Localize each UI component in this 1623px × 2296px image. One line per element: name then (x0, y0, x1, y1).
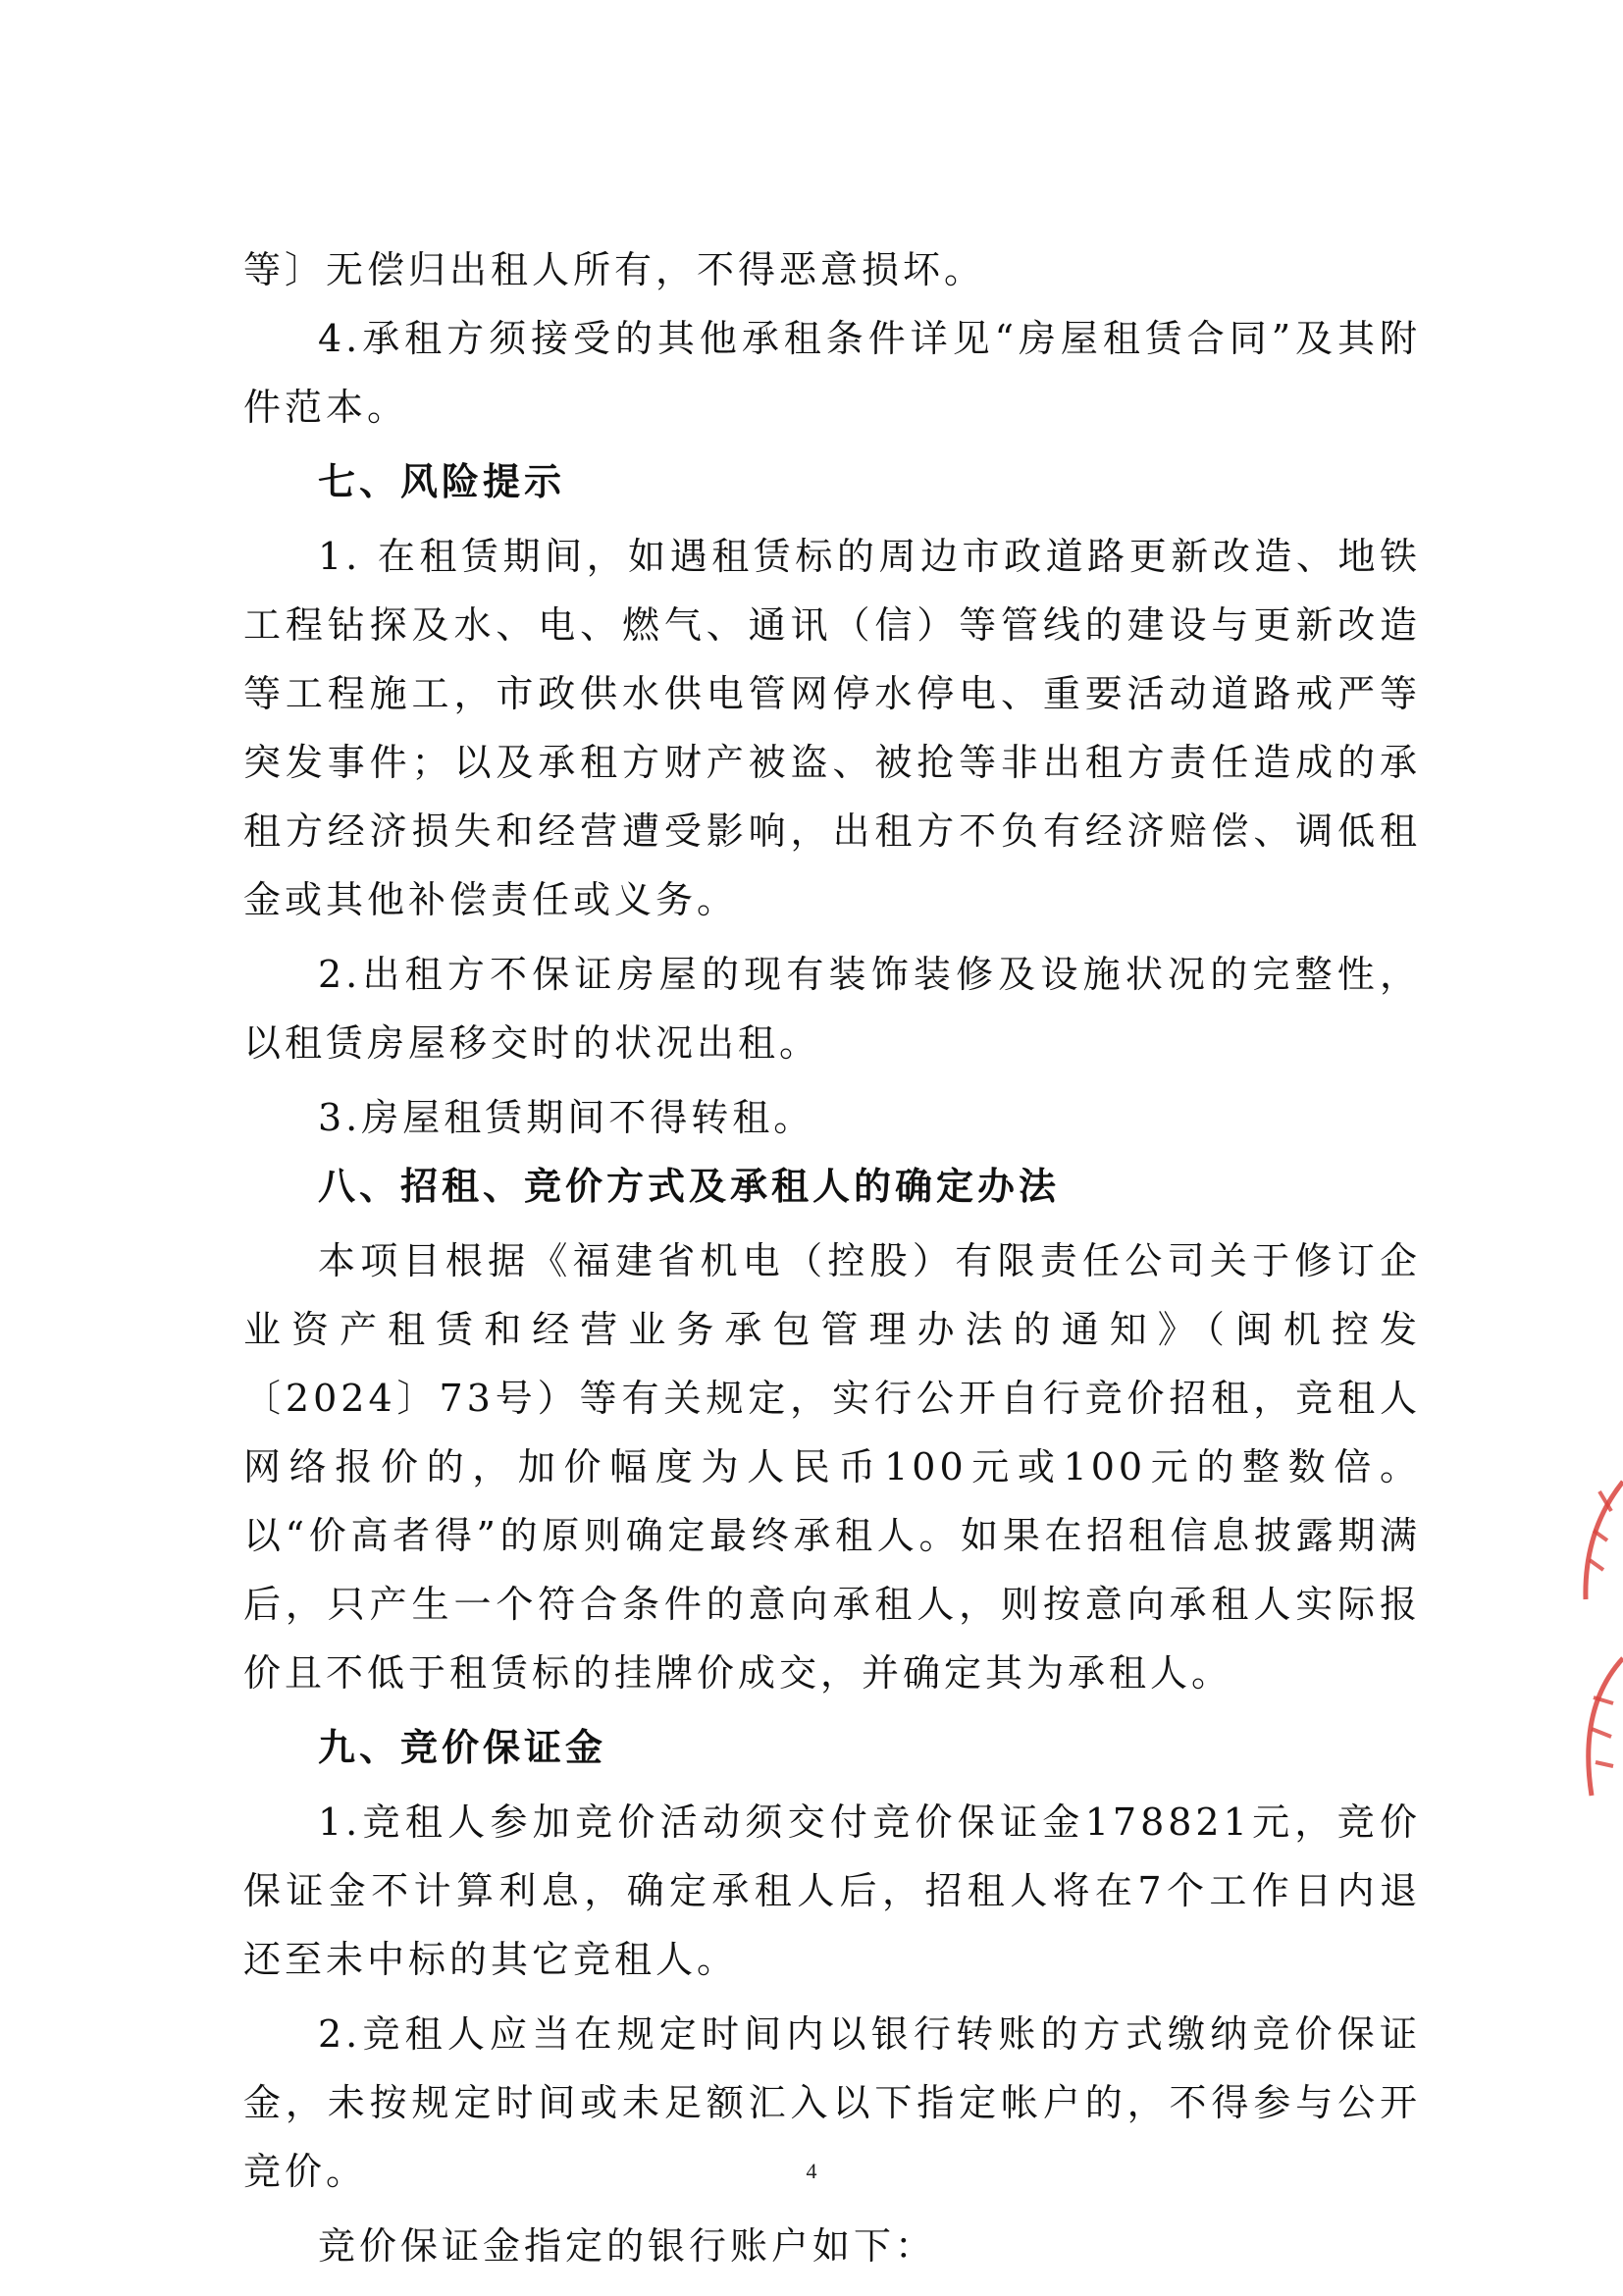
section-heading-deposit: 九、竞价保证金 (318, 1726, 607, 1769)
paragraph-other-conditions: 4.承租方须接受的其他承租条件详见“房屋租赁合同”及其附件范本。 (243, 317, 1421, 429)
paragraph-risk-3: 3.房屋租赁期间不得转租。 (318, 1096, 815, 1139)
document-body (243, 235, 1421, 2280)
paragraph-bidding-method: 本项目根据《福建省机电（控股）有限责任公司关于修订企业资产租赁和经营业务承包管理办法的通知》（闽机控发〔2024〕73号）等有关规定，实行公开自行竞价招租，竞租人网络报价的，加价幅度为人民币100元或100元的整数倍。以“价高者得”的原则确定最终承租人。如果在招租信息披露期满后，只产生一个符合条件的意向承租人，则按意向承租人实际报价且不低于租赁标的挂牌价成交，并确定其为承租人。 (243, 1239, 1421, 1695)
paragraph-risk-1: 1. 在租赁期间，如遇租赁标的周边市政道路更新改造、地铁工程钻探及水、电、燃气、通讯（信）等管线的建设与更新改造等工程施工，市政供水供电管网停水停电、重要活动道路戒严等突发事件；以及承租方财产被盗、被抢等非出租方责任造成的承租方经济损失和经营遭受影响，出租方不负有经济赔偿、调低租金或其他补偿责任或义务。 (243, 535, 1421, 921)
paragraph-risk-2: 2.出租方不保证房屋的现有装饰装修及设施状况的完整性，以租赁房屋移交时的状况出租。 (243, 953, 1421, 1065)
red-seal-fragment (1564, 1472, 1623, 1825)
paragraph-bank-account-intro: 竞价保证金指定的银行账户如下： (318, 2224, 937, 2268)
page-number: 4 (806, 2159, 817, 2183)
paragraph-continuation: 等〕无偿归出租人所有，不得恶意损坏。 (243, 248, 986, 291)
paragraph-deposit-2: 2.竞租人应当在规定时间内以银行转账的方式缴纳竞价保证金，未按规定时间或未足额汇入以下指定帐户的，不得参与公开竞价。 (243, 2012, 1421, 2193)
section-heading-bidding: 八、招租、竞价方式及承租人的确定办法 (318, 1165, 1061, 1208)
seal-icon (1564, 1472, 1623, 1825)
section-heading-risk: 七、风险提示 (318, 460, 566, 503)
paragraph-deposit-1: 1.竞租人参加竞价活动须交付竞价保证金178821元，竞价保证金不计算利息，确定承租人后，招租人将在7个工作日内退还至未中标的其它竞租人。 (243, 1800, 1421, 1981)
